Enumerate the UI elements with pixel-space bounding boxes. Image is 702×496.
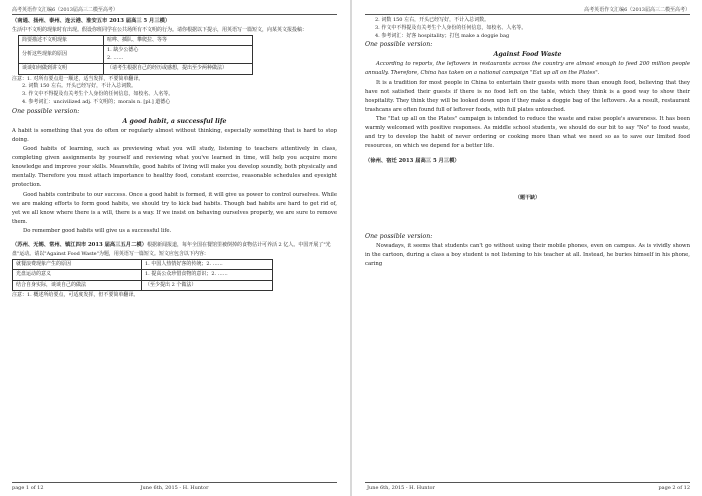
- note-line: 注意：1. 对所有要点进一顺述，适当发挥，不要简单翻译。: [12, 75, 144, 82]
- essay-title: Against Food Waste: [493, 51, 562, 59]
- table-cell: 谈谈如何做到讲文明: [19, 64, 104, 75]
- missing-prompt-label: （题干缺）: [514, 195, 540, 202]
- table-cell: 结合自身实际，谈谈自己的做法: [13, 280, 142, 291]
- table-row: [13, 259, 273, 270]
- table-cell: 1. 缺少公德心 2. ……: [104, 46, 253, 64]
- note-line: 4. 参考词汇：好客 hospitality；打包 make a doggie bag: [375, 32, 510, 39]
- essay-paragraph: Nowadays, it seems that students can't go without using their mobile phones, even on campus. As is vividly shown in the cartoon, during a class a boy student is not listening to his teacher at all. Instead, he buries himself in his phone, caring: [365, 243, 690, 268]
- sample-label: One possible version:: [365, 41, 433, 49]
- section-prompt: 根据新闻报道，每年全国在餐馆里被倒掉的食物估计可养活 2 亿人。中国开展了"光盘"运动。请以"Against Food Waste"为题，用英语写一篇短文。短文应包含以下内容：: [12, 242, 331, 257]
- footer-date: June 6th, 2015 - H. Huntor: [140, 485, 209, 491]
- page-gutter: [350, 0, 352, 496]
- table-cell: 喧哗、插队、攀爬拉、等等: [104, 35, 253, 46]
- header-title: 高考英语作文汇编6（2013届高三二模至高考）: [12, 7, 118, 13]
- page-1: [0, 0, 349, 496]
- essay-paragraph: A habit is something that you do often or regularly almost without thinking, especially something that is hard to stop doing.: [12, 127, 337, 143]
- section-prompt-block: [12, 241, 337, 258]
- table-cell: （请考生根据自己的经历或感想，提出至少两种做法）: [104, 64, 253, 75]
- blank-space: [365, 202, 690, 232]
- essay-paragraph: It is a tradition for most people in China to entertain their guests with more than enough food, believing that they have not satisfied their guests if there is no food left on the table, which they think is a good way to show their hospitality. They think they will be looked down upon if they make a doggie bag of the leftovers. As a result, restaurant trashcans are often found full of leftover foods, with full plates untouched.: [365, 79, 690, 113]
- table-row: [13, 270, 273, 281]
- page-body: [12, 17, 337, 300]
- essay-title: A good habit, a successful life: [122, 117, 227, 125]
- page-number: page 1 of 12: [12, 485, 44, 491]
- essay-paragraph: The "Eat up all on the Plates" campaign is intended to reduce the waste and raise people's awareness. It has been warmly welcomed with positive responses. As middle school students, we should do our bit to say "No" to food waste, and try to develop the habit of never ordering or cooking more than what we need so as to save our limited food resources, on which we depend for a better life.: [365, 116, 690, 150]
- table-cell: 1. 中国人热情好客的传统；2. ……: [142, 259, 273, 270]
- table-cell: 光盘运动的意义: [13, 270, 142, 281]
- table-cell: 分析这些现象的原因: [19, 46, 104, 64]
- table-cell: 1. 提高公众珍惜食物的意识；2. ……: [142, 270, 273, 281]
- prompt-table: [18, 35, 253, 75]
- essay-paragraph: Do remember good habits will give us a successful life.: [23, 227, 172, 234]
- section-source: （徐州、宿迁 2013 届高三 5 月三模）: [365, 158, 460, 165]
- page-2: [353, 0, 702, 496]
- note-line: 4. 参考词汇：uncivilized adj. 不文明的；morals n. [pl.] 道德心: [22, 98, 171, 105]
- note-line: 2. 词数 150 左右。开头已经写好，不计入总词数。: [22, 83, 137, 90]
- header-title: 高考英语作文汇编6（2013届高三二模至高考）: [584, 7, 690, 13]
- section-source: （南通、扬州、泰州、连云港、淮安五市 2013 届高三 5 月三模）: [12, 18, 171, 24]
- table-row: [19, 35, 253, 46]
- footer-date: June 6th, 2015 - H. Huntor: [367, 485, 435, 491]
- table-row: [13, 280, 273, 291]
- section-prompt: 生活中不文明的现象时有出现。假设你班同学在公共场所有不文明的行为。请你根据以下提示，用英语写一篇短文，向某英文报投稿：: [12, 26, 308, 33]
- table-cell: （至少提出 2 个做法）: [142, 280, 273, 291]
- note-line: 2. 词数 150 左右，开头已经写好，不计入总词数。: [375, 17, 490, 23]
- section-source: （苏州、无锡、常州、镇江四市 2013 届高三五月二模）: [12, 242, 147, 249]
- table-cell: 简要描述不文明现象: [19, 35, 104, 46]
- note-line: 3. 作文中不得提及有关考生个人身份的任何信息，如校名、人名等。: [22, 91, 174, 98]
- page-number: page 2 of 12: [658, 485, 690, 491]
- page-header: [365, 5, 690, 15]
- blank-space: [365, 166, 690, 194]
- essay-paragraph: According to reports, the leftovers in restaurants across the country are almost enough to feed 200 million people annually. Therefore, China has taken on a national campaign "Eat up all on the Plates".: [365, 61, 690, 77]
- prompt-table: [12, 259, 273, 292]
- table-cell: 就餐浪费现象产生的原因: [13, 259, 142, 270]
- table-row: [19, 64, 253, 75]
- page-footer: [365, 482, 690, 492]
- page-body: [365, 17, 690, 269]
- sample-label: One possible version:: [12, 107, 80, 115]
- page-footer: [12, 482, 337, 492]
- page-header: [12, 5, 337, 15]
- sample-label: One possible version:: [365, 233, 433, 241]
- essay-paragraph: Good habits contribute to our success. Once a good habit is formed, it will give us power to control ourselves. While we are making efforts to form good habits, we should try to kick bad habits. Though bad habits are hard to get rid of, yet we all know where there is a will, there is a way. If we insist on behaving ourselves properly, we are sure to remove them.: [12, 191, 337, 225]
- note-line: 3. 作文中不得提及有关考生个人身份的任何信息，如校名、人名等。: [375, 24, 527, 31]
- table-row: [19, 46, 253, 64]
- note-line: 注意：1. 概述所给要点，可适度发挥，但不要简单翻译。: [12, 292, 139, 299]
- essay-paragraph: Good habits of learning, such as previewing what you will study, listening to teachers attentively in class, completing given assignments by yourself and reviewing what you've learned in time, will help you acquire more knowledge and improve your skills. Meanwhile, good habits of living will make you develop soundly, both physically and mentally. Therefore you must attach importance to healthy food, constant exercise, reasonable schedules and eyesight protection.: [12, 145, 337, 189]
